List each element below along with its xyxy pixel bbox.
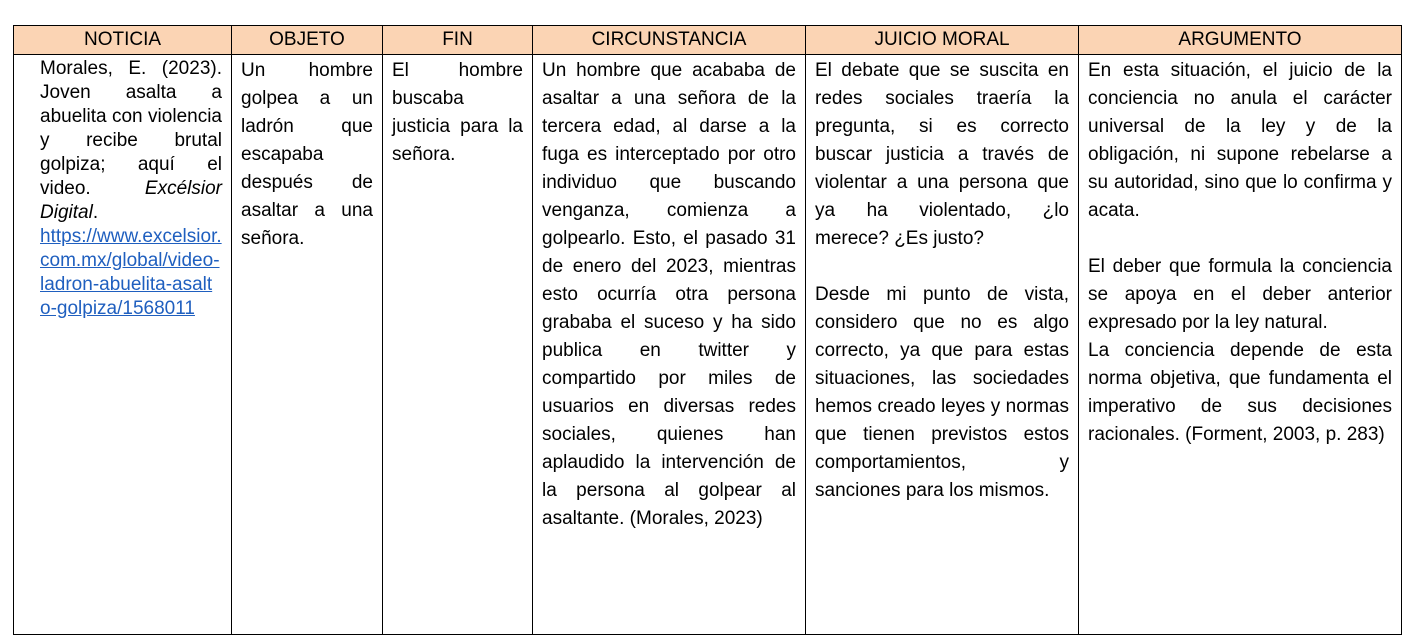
circunstancia-text: Un hombre que acababa de asaltar a una señora de la tercera edad, al darse a la fuga es interceptado por otro individuo que buscando venganza, comienza a golpearlo. Esto, el pasado 31 de enero del 2023, mientras esto ocurría otra persona grababa el suceso y ha sido publica en twitter y compartido por miles de usuarios en diversas redes sociales, quienes han aplaudido la intervención de la persona al golpear al asaltante. (Morales, 2023) <box>542 60 796 529</box>
moral-analysis-table <box>13 25 1402 635</box>
header-argumento: ARGUMENTO <box>1079 26 1402 55</box>
header-fin: FIN <box>383 26 533 55</box>
noticia-citation: Morales, E. (2023). Joven asalta a abuelita con violencia y recibe brutal golpiza; aquí el video. <box>40 58 222 199</box>
noticia-publication: Excélsior Digital <box>40 178 222 223</box>
argumento-paragraph-2: El deber que formula la conciencia se apoya en el deber anterior expresado por la ley natural. <box>1088 256 1392 333</box>
noticia-link[interactable]: https://www.excelsior.com.mx/global/video-ladron-abuelita-asalto-golpiza/1568011 <box>40 226 222 319</box>
cell-fin <box>383 55 533 635</box>
cell-juicio-moral <box>806 55 1079 635</box>
cell-circunstancia <box>533 55 806 635</box>
header-noticia: NOTICIA <box>14 26 232 55</box>
content-row <box>14 55 1402 635</box>
header-objeto: OBJETO <box>232 26 383 55</box>
cell-noticia <box>14 55 232 635</box>
paragraph-spacer <box>815 253 1069 281</box>
objeto-text: Un hombre golpea a un ladrón que escapaba después de asaltar a una señora. <box>241 60 373 249</box>
paragraph-spacer <box>1088 225 1392 253</box>
juicio-moral-paragraph-1: El debate que se suscita en redes sociales traería la pregunta, si es correcto buscar justicia a través de violentar a una persona que ya ha violentado, ¿lo merece? ¿Es justo? <box>815 60 1069 249</box>
noticia-period: . <box>92 202 99 223</box>
header-row <box>14 26 1402 55</box>
header-circunstancia: CIRCUNSTANCIA <box>533 26 806 55</box>
header-juicio-moral: JUICIO MORAL <box>806 26 1079 55</box>
cell-argumento <box>1079 55 1402 635</box>
argumento-paragraph-3: La conciencia depende de esta norma objetiva, que fundamenta el imperativo de sus decisiones racionales. (Forment, 2003, p. 283) <box>1088 340 1392 445</box>
cell-objeto <box>232 55 383 635</box>
fin-text: El hombre buscaba justicia para la señora. <box>392 60 523 165</box>
argumento-paragraph-1: En esta situación, el juicio de la conciencia no anula el carácter universal de la ley y de la obligación, ni supone rebelarse a su autoridad, sino que lo confirma y acata. <box>1088 60 1392 221</box>
juicio-moral-paragraph-2: Desde mi punto de vista, considero que no es algo correcto, ya que para estas situaciones, las sociedades hemos creado leyes y normas que tienen previstos estos comportamientos, y sanciones para los mismos. <box>815 284 1069 501</box>
